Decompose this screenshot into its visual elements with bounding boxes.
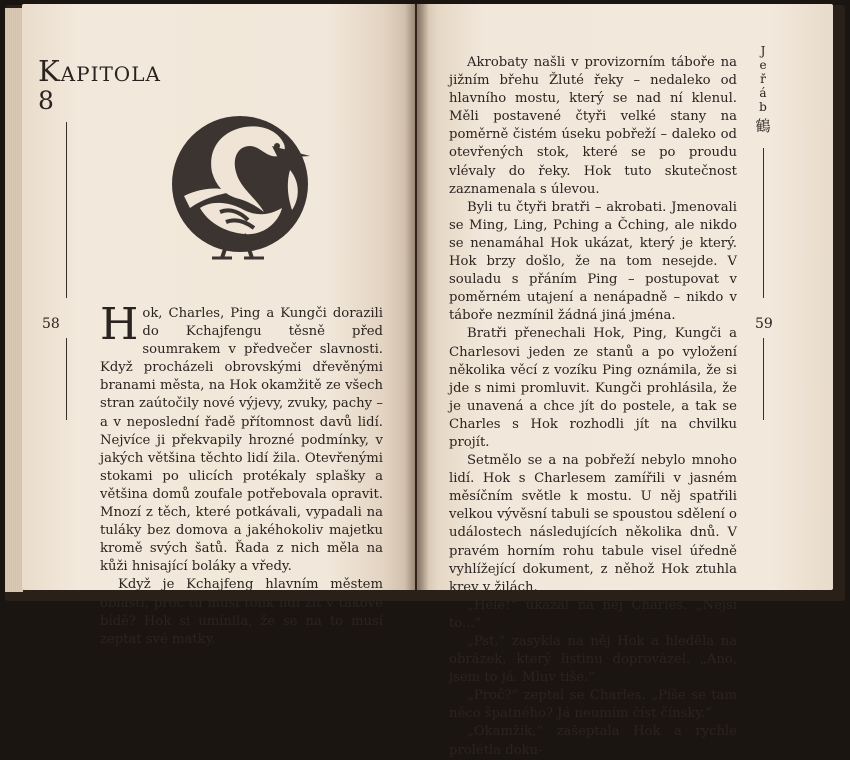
right-rule-top bbox=[763, 148, 764, 298]
crane-illustration bbox=[160, 112, 325, 262]
right-rule-bottom bbox=[763, 338, 764, 420]
book-gutter bbox=[405, 4, 429, 590]
left-paragraph-1 bbox=[100, 299, 383, 576]
right-paragraph-3: Bratři přenechali Hok, Ping, Kungči a Charlesovi jeden ze stanů a po vyložení několika věcí z vozíku Ping oznámila, že si jde s nimi promluvit. Kungči prohlásila, že je unavená a chce jít do postele, a tak se Charles s Hok rozhodli jít na chvilku projít. bbox=[449, 326, 737, 450]
right-paragraph-6: „Pst,“ zasykla na něj Hok a hleděla na obrázek, který listinu doprovázel. „Ano, jsem to já. Mluv tiše.“ bbox=[449, 634, 737, 686]
drop-cap: H bbox=[100, 299, 139, 350]
right-paragraph-5: „Hele!“ ukázal na něj Charles. „Nejsi to...“ bbox=[449, 597, 737, 631]
right-paragraph-1: Akrobaty našli v provizorním táboře na jižním břehu Žluté řeky – nedaleko od hlavního mostu, který se nad ní klenul. Měli postavené čtyři velké stany na poměrně čistém úseku pobřeží – daleko od otevřených stok, které se po proudu vlévaly do řeky. Hok tuto skutečnost zaznamenala s úlevou. bbox=[449, 55, 737, 197]
left-paragraph-1-text: ok, Charles, Ping a Kungči dorazili do Kchajfengu těsně před soumrakem v předvečer slavnosti. Když procházeli obrovskými dřevěnými branami města, na Hok okamžitě ze všech stran zaútočily nové výjevy, zvuky, pachy – a v neposlední řadě přítomnost davů lidí. Nejvíce ji překvapily hrozné podmínky, v jakých většina těchto lidí žila. Otevřenými stokami po ulicích protékaly splašky a většina domů zoufale potřebovala opravit. Mnozí z těch, které potkávali, vypadali na tuláky bez domova a jakéhokoliv majetku kromě svých šatů. Řada z nich měla na kůži hnisající boláky a vředy. bbox=[100, 306, 383, 575]
running-letter: e bbox=[759, 58, 767, 72]
right-paragraph-4: Setmělo se a na pobřeží nebylo mnoho lidí. Hok s Charlesem zamířili v jasném měsíčním světle k mostu. U něj spatřili velkou vývěsní tabuli se spoustou sdělení o událostech následujících několika dnů. V pravém horním rohu tabule visel úředně vyhlížející dokument, z něhož Hok ztuhla krev v žilách. bbox=[449, 453, 737, 595]
running-title bbox=[753, 44, 773, 135]
right-page-number: 59 bbox=[755, 316, 773, 332]
crane-icon bbox=[160, 112, 325, 262]
running-letter: b bbox=[759, 100, 767, 114]
running-letter: á bbox=[759, 86, 767, 100]
left-page-number: 58 bbox=[42, 316, 60, 332]
left-body-text bbox=[100, 299, 383, 649]
running-letter: J bbox=[760, 44, 766, 58]
running-title-hanzi: 鶴 bbox=[755, 117, 771, 135]
chapter-rule-bottom bbox=[66, 338, 67, 420]
right-body-text bbox=[449, 54, 737, 760]
right-paragraph-8: „Okamžik,“ zašeptala Hok a rychle prolétla doku- bbox=[449, 724, 737, 758]
right-paragraph-2: Byli tu čtyři bratři – akrobati. Jmenovali se Ming, Ling, Pching a Čching, ale nikdo se nenamáhal Hok ukázat, který je který. Hok brzy došlo, že na tom nesejde. V souladu s přáním Ping – postupovat v poměrném utajení a nenápadně – nikdo v táboře nezmínil žádná jiná jména. bbox=[449, 199, 737, 324]
left-paragraph-2: Když je Kchajfeng hlavním městem oblasti, proč tu musí tolik lidí žít v takové bídě? Hok si umínila, že se na to musí zeptat své matky. bbox=[100, 577, 383, 647]
running-letter: ř bbox=[760, 72, 766, 86]
chapter-rule-top bbox=[66, 122, 67, 298]
right-paragraph-7: „Proč?“ zeptal se Charles. „Píše se tam něco špatného? Já neumím číst čínsky.“ bbox=[449, 688, 737, 722]
chapter-label: Kapitola bbox=[38, 54, 161, 88]
page-edges bbox=[5, 8, 23, 592]
chapter-number: 8 bbox=[38, 86, 54, 115]
